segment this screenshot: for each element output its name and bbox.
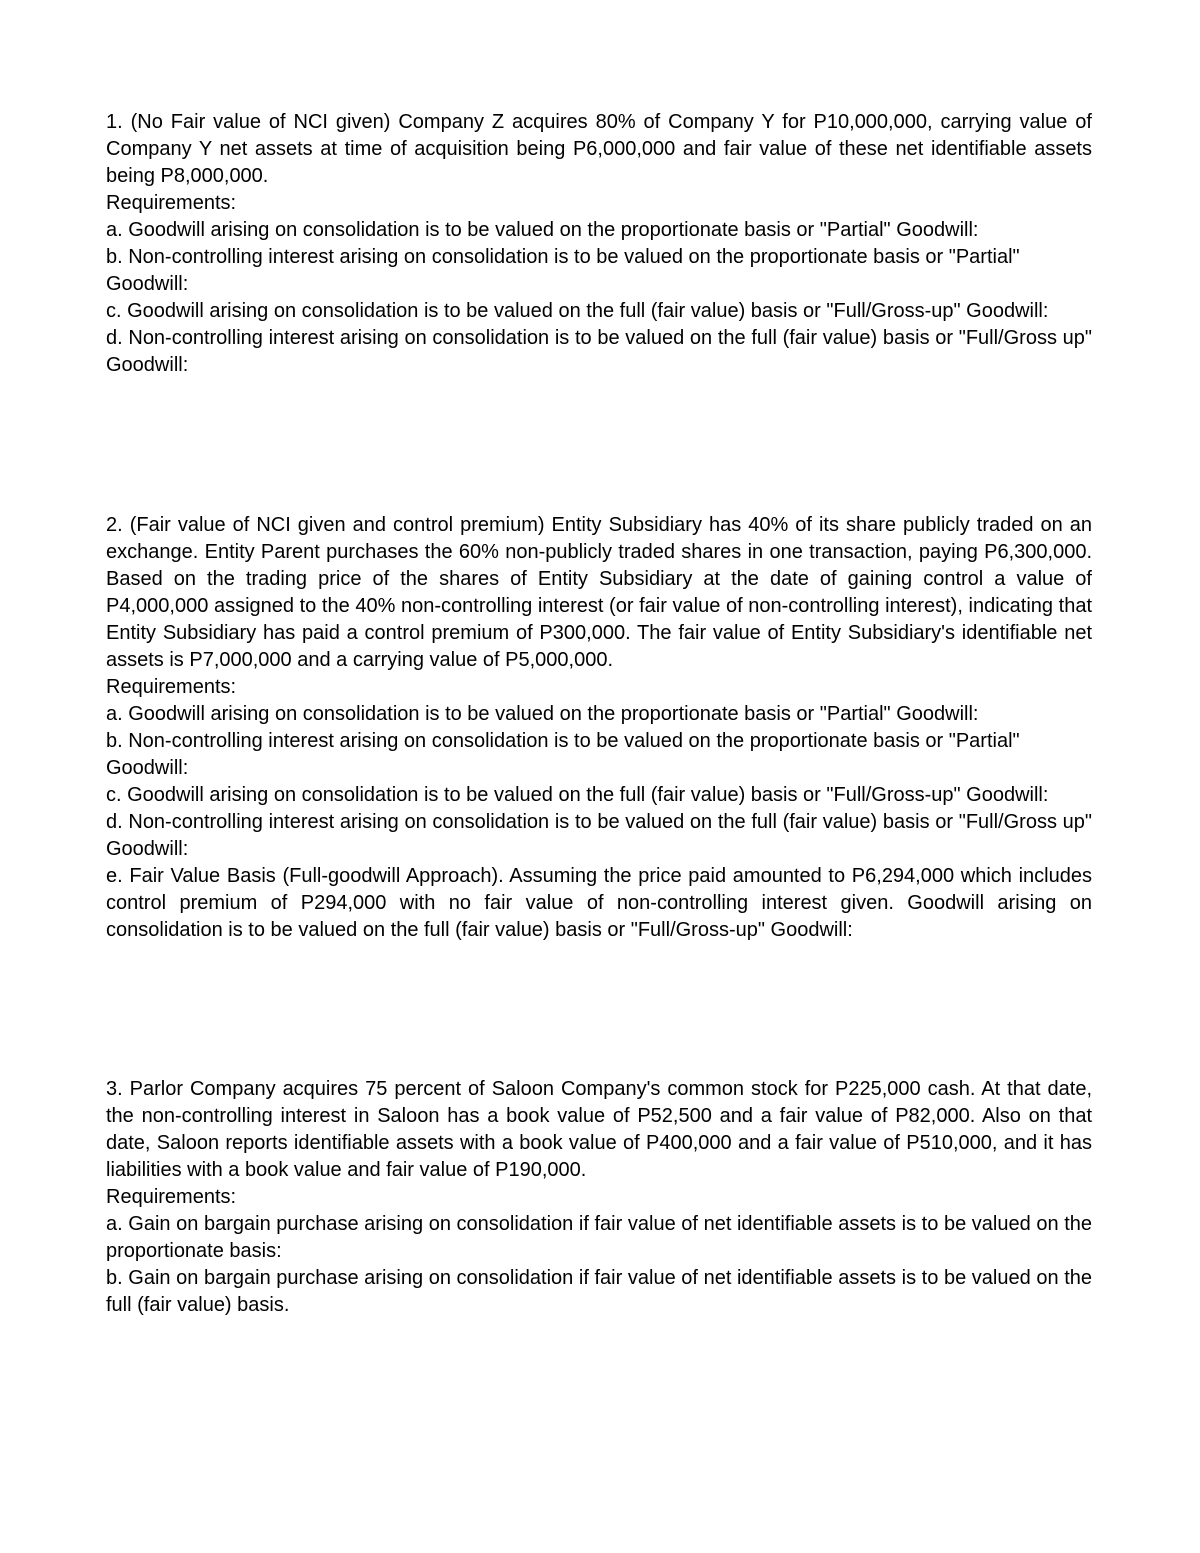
requirements-heading: Requirements: (106, 676, 237, 698)
requirement-item: b. Non-controlling interest arising on consolidation is to be valued on the proportionate basis or "Partial" Goodwill: (106, 730, 1020, 779)
requirement-item: a. Gain on bargain purchase arising on consolidation if fair value of net identifiable assets is to be valued on the proportionate basis: (106, 1213, 1092, 1262)
requirement-item: a. Goodwill arising on consolidation is to be valued on the proportionate basis or "Partial" Goodwill: (106, 219, 979, 241)
problem-2 (106, 512, 1092, 944)
problem-statement: 2. (Fair value of NCI given and control premium) Entity Subsidiary has 40% of its share publicly traded on an exchange. Entity Parent purchases the 60% non-publicly traded shares in one transaction, paying P6,300,000. Based on the trading price of the shares of Entity Subsidiary at the date of gaining control a value of P4,000,000 assigned to the 40% non-controlling interest (or fair value of non-controlling interest), indicating that Entity Subsidiary has paid a control premium of P300,000. The fair value of Entity Subsidiary's identifiable net assets is P7,000,000 and a carrying value of P5,000,000. (106, 514, 1092, 671)
requirements-heading: Requirements: (106, 192, 237, 214)
problem-statement: 3. Parlor Company acquires 75 percent of Saloon Company's common stock for P225,000 cash. At that date, the non-controlling interest in Saloon has a book value of P52,500 and a fair value of P82,000. Also on that date, Saloon reports identifiable assets with a book value of P400,000 and a fair value of P510,000, and it has liabilities with a book value and fair value of P190,000. (106, 1078, 1092, 1181)
problem-3 (106, 1076, 1092, 1319)
requirement-item: e. Fair Value Basis (Full-goodwill Approach). Assuming the price paid amounted to P6,294,000 which includes control premium of P294,000 with no fair value of non-controlling interest given. Goodwill arising on consolidation is to be valued on the full (fair value) basis or "Full/Gross-up" Goodwill: (106, 865, 1092, 941)
requirement-item: d. Non-controlling interest arising on consolidation is to be valued on the full (fair value) basis or "Full/Gross up" Goodwill: (106, 327, 1092, 376)
problem-statement: 1. (No Fair value of NCI given) Company Z acquires 80% of Company Y for P10,000,000, carrying value of Company Y net assets at time of acquisition being P6,000,000 and fair value of these net identifiable assets being P8,000,000. (106, 111, 1092, 187)
requirement-item: b. Non-controlling interest arising on consolidation is to be valued on the proportionate basis or "Partial" Goodwill: (106, 246, 1020, 295)
requirement-item: c. Goodwill arising on consolidation is to be valued on the full (fair value) basis or "Full/Gross-up" Goodwill: (106, 300, 1049, 322)
problem-1 (106, 109, 1092, 379)
requirement-item: b. Gain on bargain purchase arising on consolidation if fair value of net identifiable assets is to be valued on the full (fair value) basis. (106, 1267, 1092, 1316)
requirement-item: d. Non-controlling interest arising on consolidation is to be valued on the full (fair value) basis or "Full/Gross up" Goodwill: (106, 811, 1092, 860)
requirement-item: a. Goodwill arising on consolidation is to be valued on the proportionate basis or "Partial" Goodwill: (106, 703, 979, 725)
requirement-item: c. Goodwill arising on consolidation is to be valued on the full (fair value) basis or "Full/Gross-up" Goodwill: (106, 784, 1049, 806)
requirements-heading: Requirements: (106, 1186, 237, 1208)
